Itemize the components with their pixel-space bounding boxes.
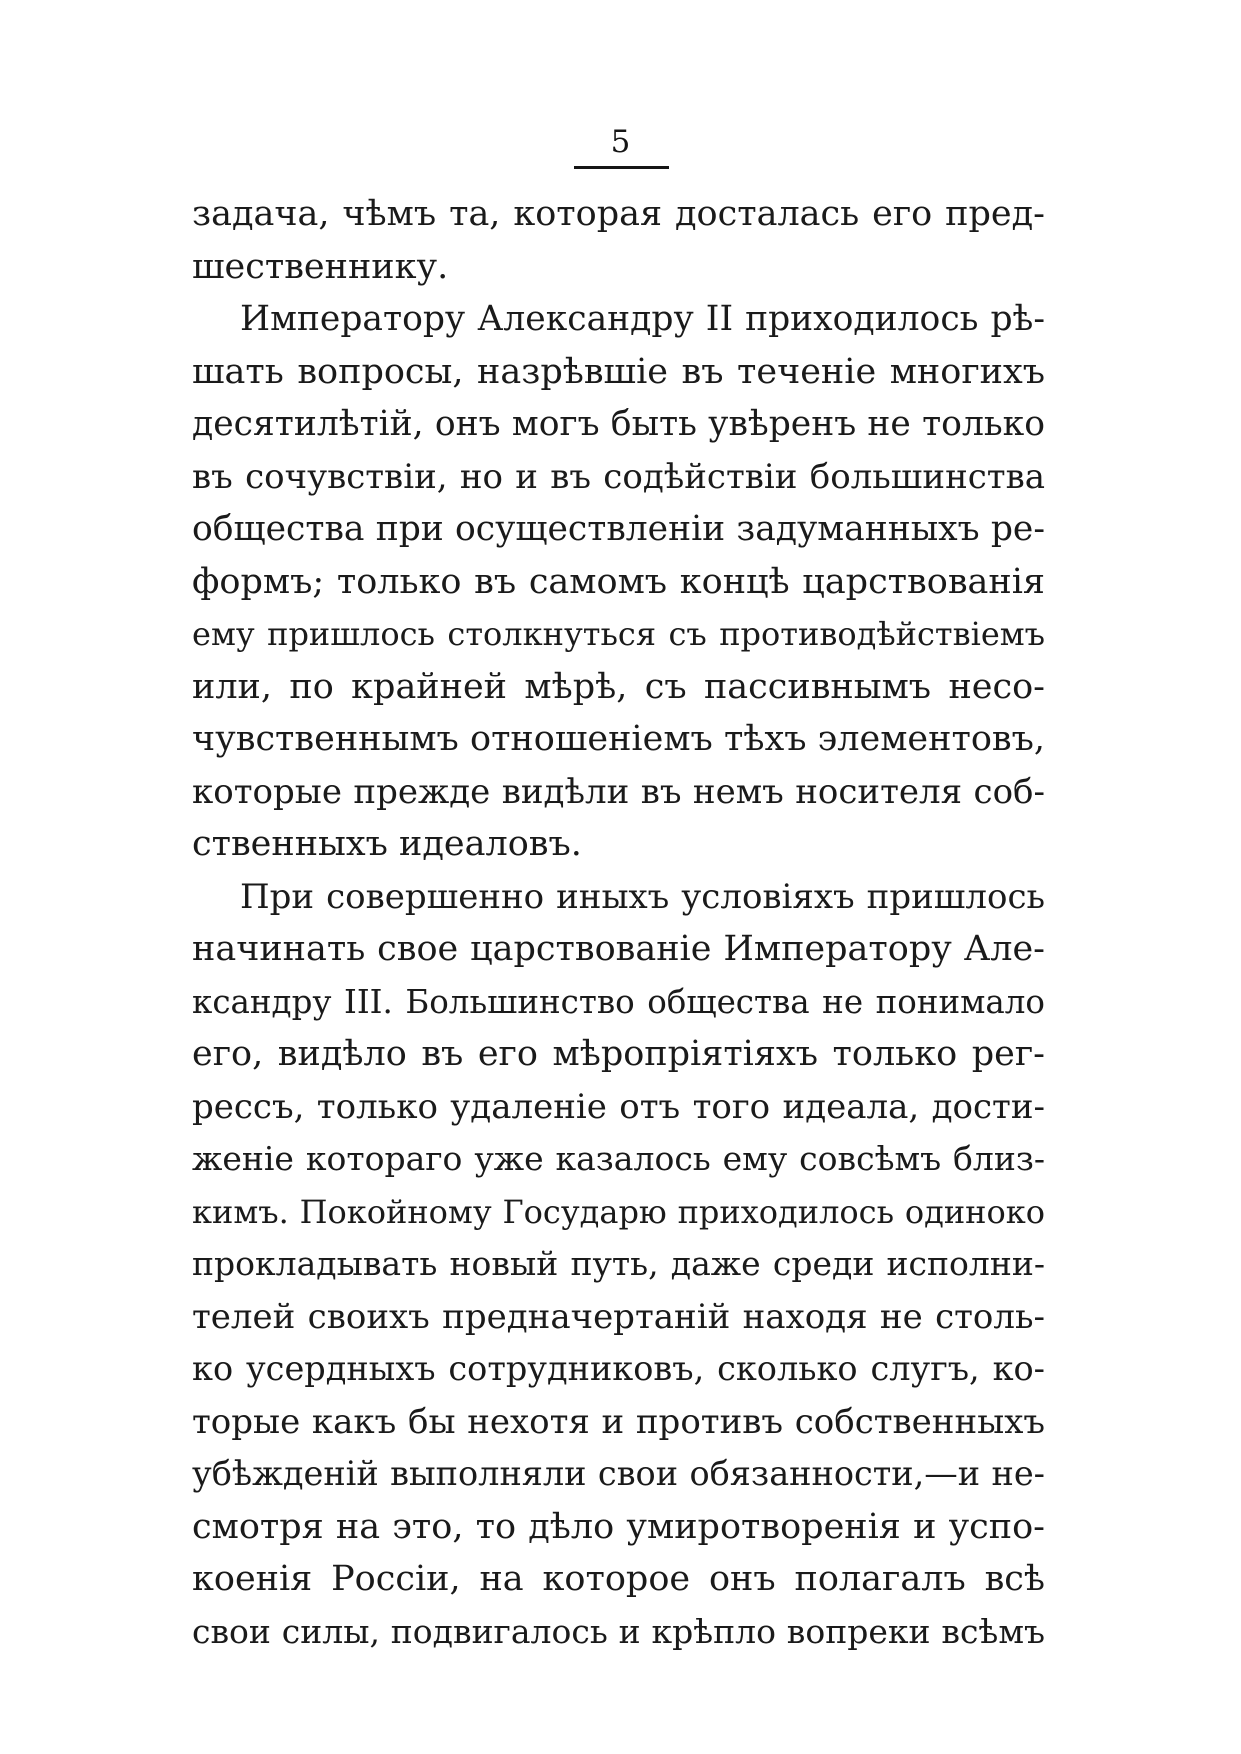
text-line: убѣжденій выполняли свои обязанности,—и не- [192, 1454, 1045, 1493]
text-line: коенія Россіи, на которое онъ полагалъ всѣ [192, 1559, 1045, 1599]
text-line: шественнику. [192, 246, 449, 287]
text-line: шать вопросы, назрѣвшіе въ теченіе многихъ [192, 351, 1045, 392]
text-line: торые какъ бы нехотя и противъ собственныхъ [192, 1401, 1045, 1442]
page-number: 5 [610, 124, 631, 160]
text-line: кимъ. Покойному Государю приходилось одиноко [192, 1192, 1045, 1231]
text-line: ко усердныхъ сотрудниковъ, сколько слугъ, ко- [192, 1349, 1045, 1388]
text-line: женіе котораго уже казалось ему совсѣмъ близ- [192, 1139, 1045, 1178]
text-line: которые прежде видѣли въ немъ носителя соб- [192, 771, 1045, 812]
text-line: рессъ, только удаленіе отъ того идеала, дости- [192, 1086, 1045, 1127]
text-line: общества при осуществленіи задуманныхъ ре- [192, 509, 1045, 549]
body-text [192, 188, 1045, 1658]
text-line: телей своихъ предначертаній находя не столь- [192, 1296, 1045, 1337]
text-line: прокладывать новый путь, даже среди исполни- [192, 1244, 1045, 1283]
text-line: смотря на это, то дѣло умиротворенія и успо- [192, 1506, 1045, 1547]
text-line: формъ; только въ самомъ концѣ царствованія [192, 561, 1045, 602]
text-line: въ сочувствіи, но и въ содѣйствіи большинства [192, 456, 1045, 497]
text-line: задача, чѣмъ та, которая досталась его пред- [192, 194, 1045, 234]
text-line: Императору Александру II приходилось рѣ- [240, 299, 1045, 339]
text-line: или, по крайней мѣрѣ, съ пассивнымъ несо- [192, 666, 1045, 707]
text-line: свои силы, подвигалось и крѣпло вопреки всѣмъ [192, 1611, 1045, 1651]
text-line: ственныхъ идеаловъ. [192, 824, 582, 864]
text-line: ксандру III. Большинство общества не понимало [192, 982, 1045, 1021]
text-line: чувственнымъ отношеніемъ тѣхъ элементовъ, [192, 719, 1045, 759]
text-line: его, видѣло въ его мѣропріятіяхъ только рег- [192, 1034, 1045, 1074]
text-line: начинать свое царствованіе Императору Але- [192, 929, 1045, 969]
page-number-rule [574, 166, 669, 169]
text-line: ему пришлось столкнуться съ противодѣйствіемъ [192, 615, 1045, 653]
text-line: десятилѣтій, онъ могъ быть увѣренъ не только [192, 404, 1045, 444]
text-line: При совершенно иныхъ условіяхъ пришлось [240, 876, 1045, 917]
